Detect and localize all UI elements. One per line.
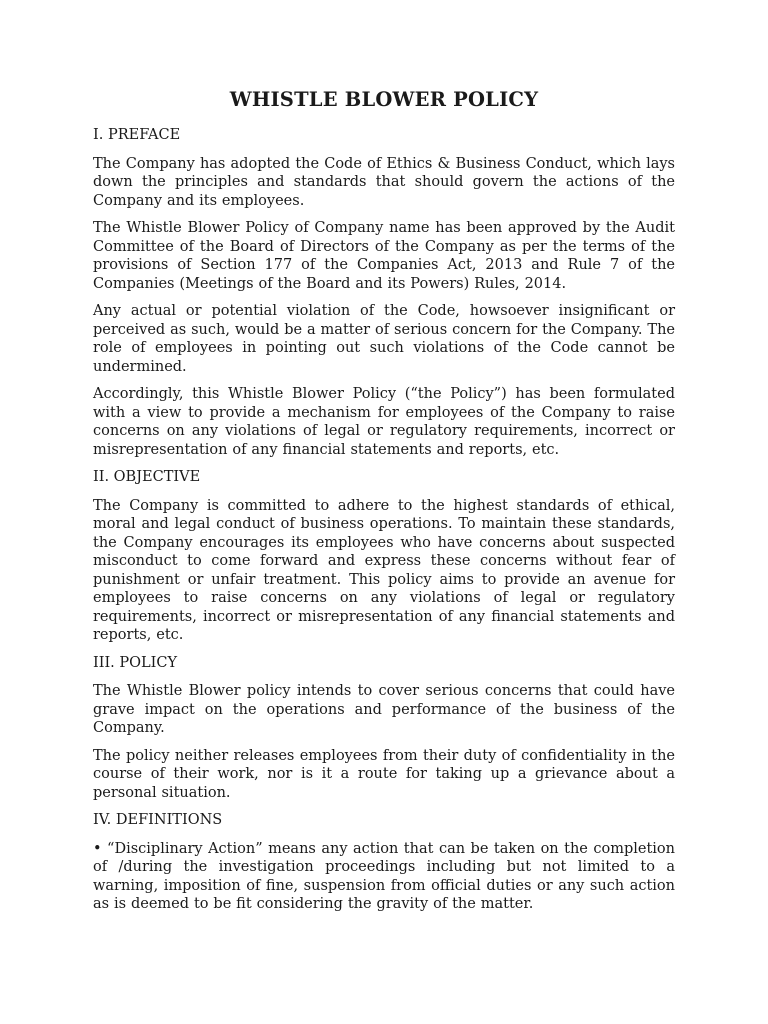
section-heading: II. OBJECTIVE: [93, 469, 201, 485]
section-objective: [93, 468, 675, 645]
document-page: [93, 86, 675, 923]
definition-item: • “Disciplinary Action” means any action that can be taken on the completion of /during the investigation proceedings including but not limited to a warning, imposition of fine, suspension from official duties or any such action as is deemed to be fit considering the gravity of the matter.: [93, 840, 675, 912]
paragraph: The Company is committed to adhere to the highest standards of ethical, moral and legal conduct of business operations. To maintain these standards, the Company encourages its employees who have concerns about suspected misconduct to come forward and express these concerns without fear of punishment or unfair treatment. This policy aims to provide an avenue for employees to raise concerns on any violations of legal or regulatory requirements, incorrect or misrepresentation of any financial statements and reports, etc.: [93, 497, 675, 643]
section-definitions: [93, 811, 675, 914]
document-title: WHISTLE BLOWER POLICY: [229, 88, 539, 111]
section-policy: [93, 654, 675, 803]
paragraph: Accordingly, this Whistle Blower Policy (“the Policy”) has been formulated with a view to provide a mechanism for employees of the Company to raise concerns on any violations of legal or regulatory requirements, incorrect or misrepresentation of any financial statements and reports, etc.: [93, 386, 675, 458]
paragraph: Any actual or potential violation of the Code, howsoever insignificant or perceived as such, would be a matter of serious concern for the Company. The role of employees in pointing out such violations of the Code cannot be undermined.: [93, 303, 675, 375]
section-heading: III. POLICY: [93, 654, 178, 671]
section-heading: I. PREFACE: [93, 127, 181, 143]
paragraph: The Whistle Blower policy intends to cover serious concerns that could have grave impact on the operations and performance of the business of the Company.: [93, 683, 675, 736]
section-heading: IV. DEFINITIONS: [93, 812, 223, 828]
paragraph: The policy neither releases employees from their duty of confidentiality in the course of their work, nor is it a route for taking up a grievance about a personal situation.: [93, 747, 675, 801]
section-preface: [93, 126, 675, 459]
paragraph: The Whistle Blower Policy of Company name has been approved by the Audit Committee of the Board of Directors of the Company as per the terms of the provisions of Section 177 of the Companies Act, 2013 and Rule 7 of the Companies (Meetings of the Board and its Powers) Rules, 2014.: [93, 220, 675, 292]
paragraph: The Company has adopted the Code of Ethics & Business Conduct, which lays down the principles and standards that should govern the actions of the Company and its employees.: [93, 155, 675, 209]
